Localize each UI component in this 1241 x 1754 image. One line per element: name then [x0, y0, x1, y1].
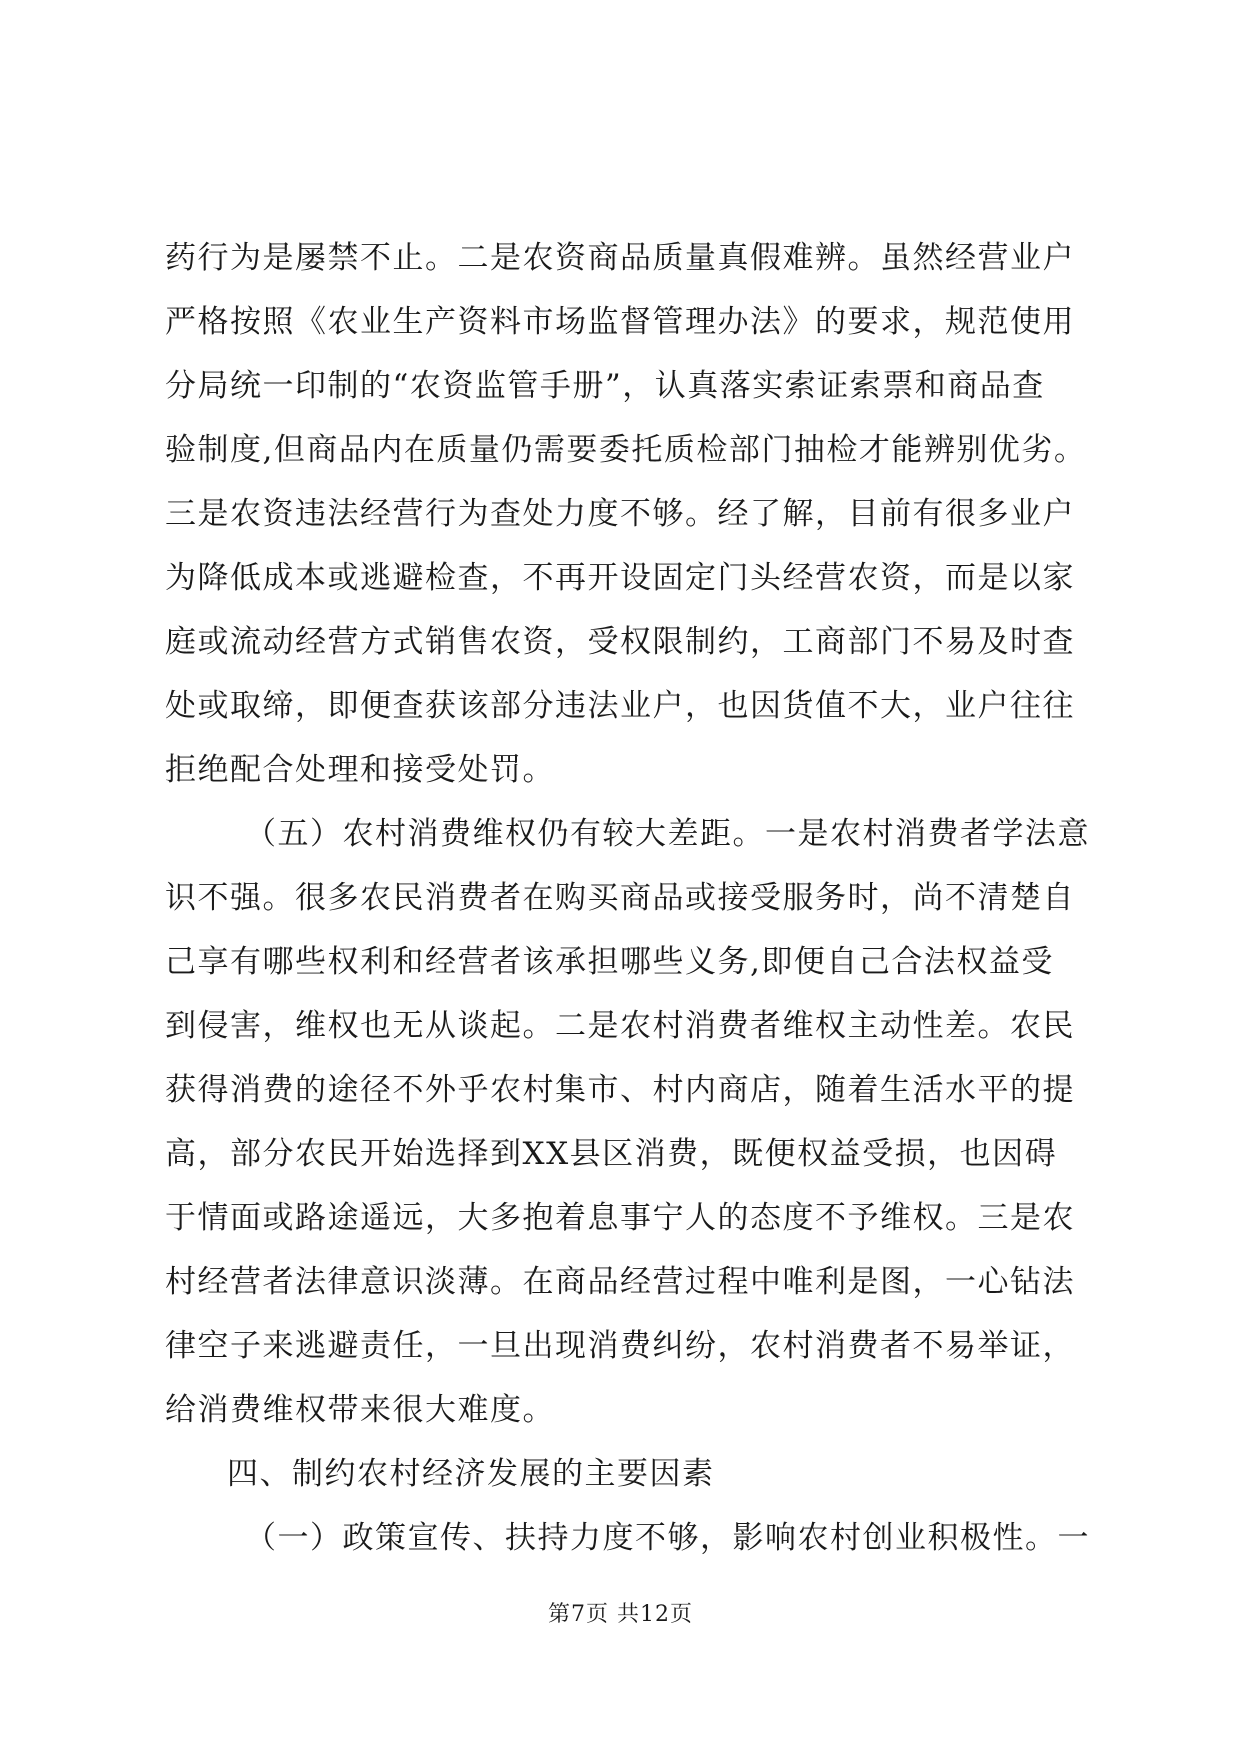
text-line: 己享有哪些权利和经营者该承担哪些义务,即便自己合法权益受 — [165, 944, 1054, 980]
text-line: 到侵害，维权也无从谈起。二是农村消费者维权主动性差。农民 — [165, 1008, 1075, 1044]
text-line: 给消费维权带来很大难度。 — [165, 1392, 555, 1428]
text-line: 村经营者法律意识淡薄。在商品经营过程中唯利是图，一心钻法 — [165, 1264, 1075, 1300]
text-line: 三是农资违法经营行为查处力度不够。经了解，目前有很多业户 — [165, 496, 1075, 532]
text-line: 严格按照《农业生产资料市场监督管理办法》的要求，规范使用 — [165, 304, 1075, 340]
paragraph-start-line: （一）政策宣传、扶持力度不够，影响农村创业积极性。一 — [245, 1520, 1090, 1556]
text-line: 于情面或路途遥远，大多抱着息事宁人的态度不予维权。三是农 — [165, 1200, 1075, 1236]
text-line: 庭或流动经营方式销售农资，受权限制约，工商部门不易及时查 — [165, 624, 1075, 660]
text-line: 处或取缔，即便查获该部分违法业户，也因货值不大，业户往往 — [165, 688, 1075, 724]
text-line: 获得消费的途径不外乎农村集市、村内商店，随着生活水平的提 — [165, 1072, 1075, 1108]
text-line: 识不强。很多农民消费者在购买商品或接受服务时，尚不清楚自 — [165, 880, 1075, 916]
text-line: 律空子来逃避责任，一旦出现消费纠纷，农村消费者不易举证， — [165, 1328, 1075, 1364]
text-line: 高，部分农民开始选择到XX县区消费，既便权益受损，也因碍 — [165, 1136, 1058, 1172]
section-heading: 四、制约农村经济发展的主要因素 — [227, 1456, 715, 1492]
text-line: 为降低成本或逃避检查，不再开设固定门头经营农资，而是以家 — [165, 560, 1075, 596]
paragraph-start-line: （五）农村消费维权仍有较大差距。一是农村消费者学法意 — [245, 816, 1090, 852]
page-footer: 第7页 共12页 — [548, 1602, 693, 1627]
text-line: 分局统一印制的“农资监管手册”，认真落实索证索票和商品查 — [165, 368, 1045, 404]
text-line: 药行为是屡禁不止。二是农资商品质量真假难辨。虽然经营业户 — [165, 240, 1075, 276]
text-line: 验制度,但商品内在质量仍需要委托质检部门抽检才能辨别优劣。 — [165, 432, 1087, 468]
text-line: 拒绝配合处理和接受处罚。 — [165, 752, 555, 788]
